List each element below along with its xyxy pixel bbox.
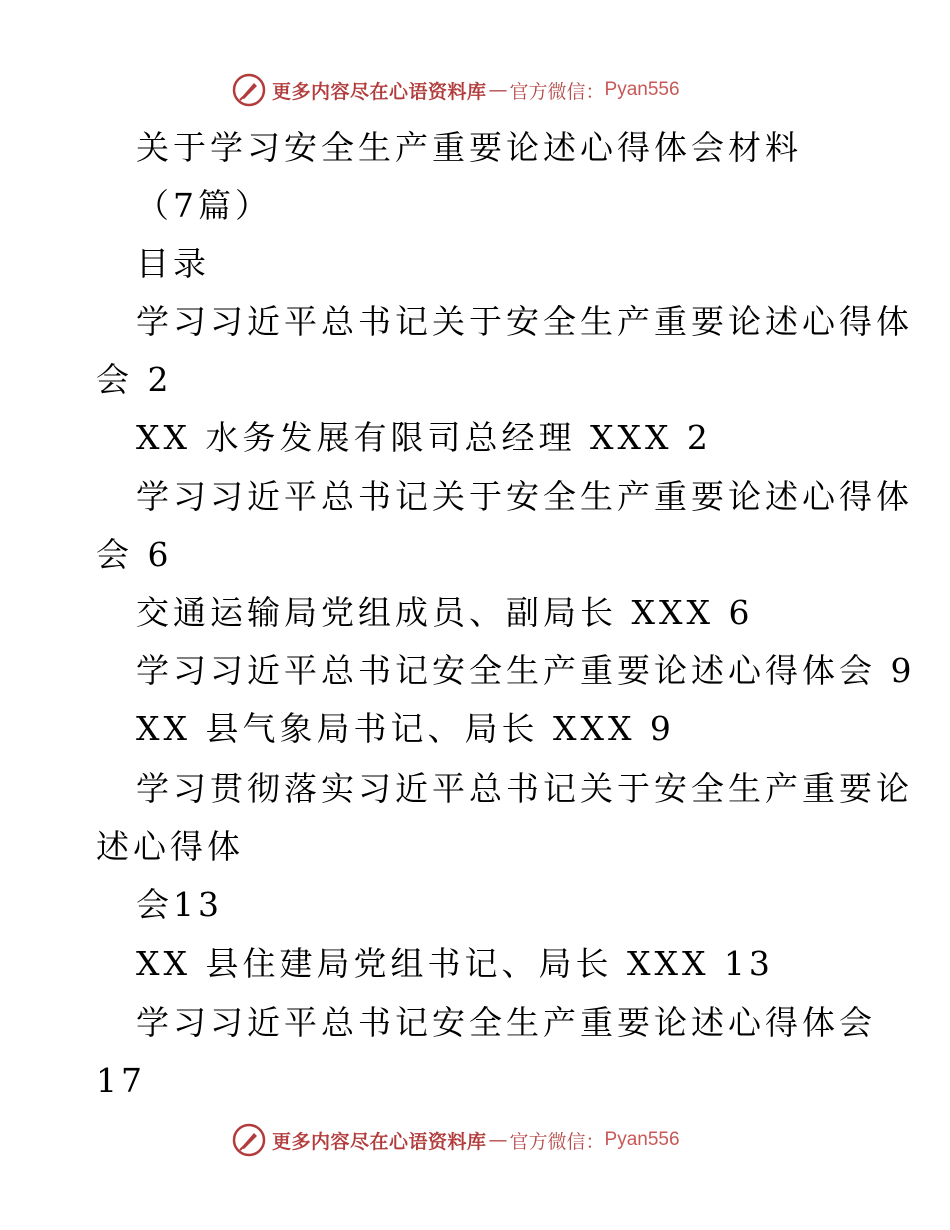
toc-entry-author: 交通运输局党组成员、副局长 XXX 6: [136, 593, 754, 632]
toc-entry-author: XX 县住建局党组书记、局长 XXX 13: [136, 944, 774, 983]
watermark-account: Pyan556: [604, 1129, 680, 1150]
watermark-separator: —: [488, 79, 508, 101]
document-title: 关于学习安全生产重要论述心得体会材料: [136, 128, 802, 167]
toc-entry-title: 学习习近平总书记关于安全生产重要论述心得体: [136, 302, 913, 341]
watermark-main-text: 更多内容尽在心语资料库: [272, 1130, 487, 1153]
toc-entry-title-continued: 会 2: [96, 360, 173, 399]
toc-entry-author: XX 县气象局书记、局长 XXX 9: [136, 709, 675, 748]
quill-pen-circle-icon: [232, 73, 266, 107]
toc-entry-title-continued: 会13: [136, 885, 223, 924]
toc-heading: 目录: [136, 244, 210, 283]
watermark-main-text: 更多内容尽在心语资料库: [272, 80, 487, 103]
toc-entry-title-continued: 17: [96, 1061, 146, 1100]
watermark-footer: [232, 1120, 732, 1160]
toc-entry-title: 学习习近平总书记关于安全生产重要论述心得体: [136, 477, 913, 516]
toc-entry-author: XX 水务发展有限司总经理 XXX 2: [136, 418, 712, 457]
quill-pen-circle-icon: [232, 1123, 266, 1157]
toc-entry-title-continued: 会 6: [96, 535, 173, 574]
toc-entry-title: 学习习近平总书记安全生产重要论述心得体会: [136, 1003, 876, 1042]
watermark-separator: —: [488, 1129, 508, 1151]
watermark-header: [232, 70, 732, 110]
watermark-wechat-label: 官方微信：: [509, 80, 605, 103]
document-subtitle: （7篇）: [136, 186, 272, 225]
toc-entry-title: 学习习近平总书记安全生产重要论述心得体会 9: [136, 651, 916, 690]
watermark-wechat-label: 官方微信：: [509, 1130, 605, 1153]
toc-entry-title-continued: 述心得体: [96, 827, 244, 866]
watermark-account: Pyan556: [604, 79, 680, 100]
toc-entry-title: 学习贯彻落实习近平总书记关于安全生产重要论: [136, 769, 913, 808]
